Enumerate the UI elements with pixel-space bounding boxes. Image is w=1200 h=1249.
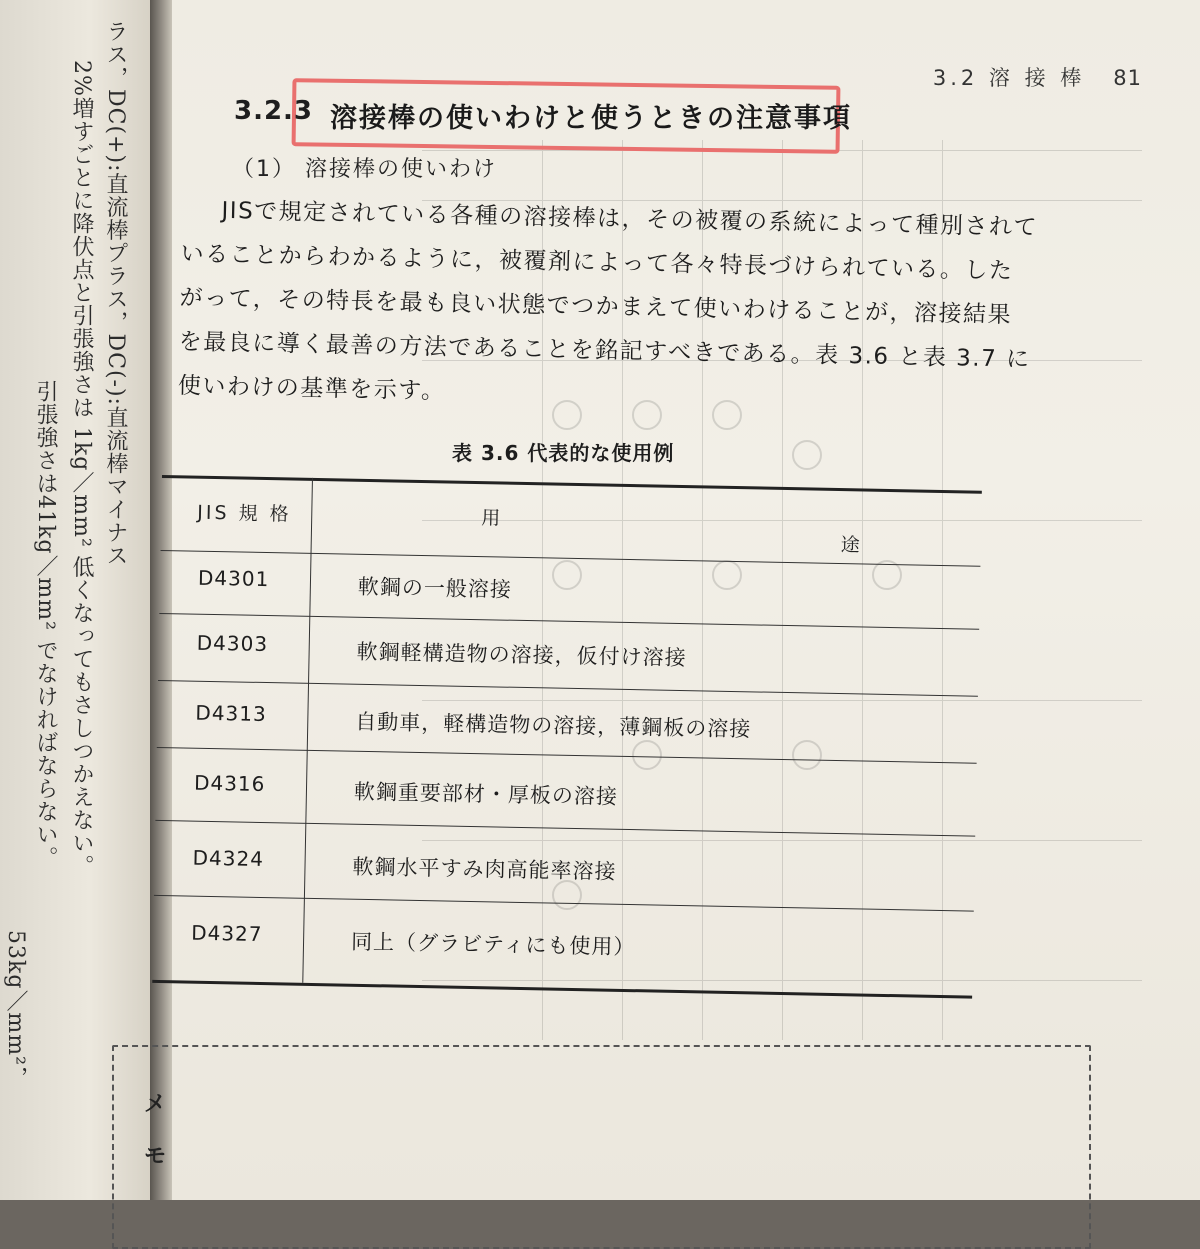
usage-text: 軟鋼の一般溶接: [357, 574, 513, 602]
usage-text: 軟鋼軽構造物の溶接，仮付け溶接: [356, 639, 687, 671]
table-caption: 表 3.6 代表的な使用例: [452, 441, 675, 465]
memo-label: モ: [144, 1144, 167, 1169]
paragraph-line: いることからわかるように，被覆剤によって各々特長づけられている。した: [180, 240, 1014, 285]
row-rule: [155, 820, 975, 837]
jis-code: D4313: [195, 700, 267, 727]
jis-code: D4316: [193, 770, 266, 797]
table-top-rule: [162, 475, 982, 494]
left-page-line: 2%増すごとに降伏点と引張強さは 1kg／mm² 低くなってもさしつかえない。: [69, 60, 94, 878]
page-number: 81: [1113, 66, 1142, 90]
section-title: 溶接棒の使いわけと使うときの注意事項: [330, 103, 852, 134]
header-jis: JIS 規 格: [197, 501, 292, 526]
body-paragraph: [177, 188, 1039, 425]
usage-text: 自動車，軽構造物の溶接，薄鋼板の溶接: [355, 709, 752, 742]
table-bottom-rule: [152, 980, 972, 999]
memo-label: メ: [144, 1092, 167, 1117]
left-facing-page: [0, 0, 150, 1200]
row-rule: [159, 613, 979, 630]
header-use-2: 途: [840, 534, 864, 557]
row-rule: [157, 747, 977, 764]
usage-text: 軟鋼重要部材・厚板の溶接: [353, 779, 619, 809]
paragraph-line: がって，その特長を最も良い状態でつかまえて使いわけることが，溶接結果: [179, 284, 1013, 329]
section-number: 3.2.3: [234, 96, 314, 126]
row-rule: [158, 680, 978, 697]
left-page-line: 引張強さは41kg／mm² でなければならない。: [33, 380, 58, 869]
usage-text: 同上（グラビティにも使用）: [350, 929, 636, 960]
running-head: [933, 62, 1142, 92]
book-page: [144, 0, 1200, 1200]
jis-code: D4324: [192, 845, 265, 872]
paragraph-line: 使いわけの基準を示す。: [177, 372, 446, 405]
paragraph-line: JISで規定されている各種の溶接棒は，その被覆の系統によって種別されて: [221, 197, 1039, 241]
subsection-heading: （1） 溶接棒の使いわけ: [232, 157, 497, 182]
usage-text: 軟鋼水平すみ肉高能率溶接: [352, 854, 617, 884]
memo-box: [112, 1045, 1091, 1249]
left-page-line: 53kg／mm²，: [3, 930, 28, 1089]
paragraph-line: を最良に導く最善の方法であることを銘記すべきである。表 3.6 と表 3.7 に: [178, 328, 1031, 373]
header-use-1: 用: [481, 507, 504, 530]
left-page-line: ラス，DC(+):直流棒プラス，DC(-):直流棒マイナス: [103, 20, 128, 567]
jis-code: D4303: [196, 630, 269, 657]
jis-code: D4327: [190, 920, 263, 947]
jis-code: D4301: [197, 565, 270, 592]
row-rule: [154, 895, 974, 912]
running-head-title: 3.2 溶 接 棒: [932, 66, 1086, 90]
usage-table: [152, 475, 1002, 1011]
